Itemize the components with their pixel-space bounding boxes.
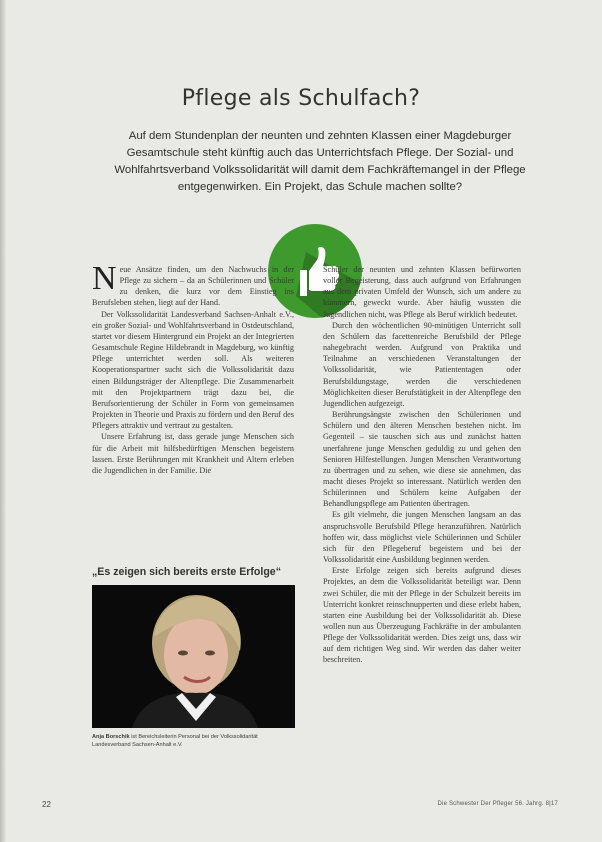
drop-cap: N — [92, 260, 117, 297]
left-paragraph-3: Unsere Erfahrung ist, dass gerade junge Menschen sich für die Arbeit mit hilfsbedürftigen Menschen begeistern lassen. Erste Berührungen mit Krankheit und Altern erleben die Jugendlichen in der Familie. Die — [92, 432, 294, 475]
left-paragraph-2: Der Volkssolidarität Landesverband Sachsen-Anhalt e.V., ein großer Sozial- und Wohlfahrtsverband in Ostdeutschland, startet vor diesem Hintergrund ein Projekt an der Integrierten Gesamtschule Regine Hildebrandt in Magdeburg, wo künftig Pflege unterrichtet werden soll. Als weiteren Kooperationspartner sucht sich die Volkssolidarität dazu einen Bildungsträger der Altenpflege. Die Zusammenarbeit mit den Projektpartnern trägt dazu bei, die Berufsorientierung der Schüler in Form von gemeinsamen Projekten in Theorie und Praxis zu fördern und den Beruf des Pflegers attraktiv und vertraut zu gestalten. — [92, 309, 294, 431]
left-paragraph-1: Neue Ansätze finden, um den Nachwuchs in der Pflege zu sichern – da an Schülerinnen und Schüler zu denken, die kurz vor dem Einstieg ins Berufsleben stehen, liegt auf der Hand. — [92, 260, 294, 308]
left-column — [92, 260, 294, 476]
article-lead: Auf dem Stundenplan der neunten und zehnten Klassen einer Magdeburger Gesamtschule steht künftig auch das Unterrichtsfach Pflege. Der Sozial- und Wohlfahrtsverband Volkssolidarität will damit dem Fachkräftemangel in der Pflege entgegenwirken. Ein Projekt, das Schule machen sollte? — [114, 130, 526, 193]
photo-caption — [92, 734, 295, 749]
right-paragraph-4: Es gilt vielmehr, die jungen Menschen langsam an das anspruchsvolle Berufsbild Pflege heranzuführen. Natürlich hoffen wir, dass möglichst viele Schülerinnen und Schüler sich für den Pflegeberuf begeistern und bei der Volkssolidarität eine Ausbildung beginnen werden. — [323, 510, 521, 565]
right-paragraph-1: Schüler der neunten und zehnten Klassen befürworten voller Begeisterung, dass auch aufgrund von Erfahrungen aus dem privaten Umfeld der Wunsch, sich um andere zu kümmern, geweckt wurde. Aber häufig wussten die Jugendlichen nicht, was Pflege als Beruf wirklich bedeutet. — [323, 265, 521, 319]
right-column — [323, 264, 521, 666]
portrait-photo — [92, 585, 295, 728]
page-number: 22 — [42, 800, 51, 809]
right-paragraph-3: Berührungsängste zwischen den Schülerinnen und Schülern und den älteren Menschen bestehen nicht. Im Gegenteil – sie tauschen sich aus und zunächst hatten unerfahrene junge Menschen geduldig zu und gehen den Senioren Hilfestellungen. Jungen Menschen Verantwortung zu übertragen und zu sehen, wie diese sie annehmen, das macht dieses Projekt so interessant. Natürlich werden den Schülerinnen und Schülern keine Aufgaben der Behandlungspflege am Patienten übertragen. — [323, 410, 521, 509]
right-paragraph-2: Durch den wöchentlichen 90-minütigen Unterricht soll den Schülern das facettenreiche Berufsbild der Pflege nahegebracht werden. Aufgrund von Praktika und Teilnahme an verschiedenen Veranstaltungen der Volkssolidarität, wie Patiententagen oder Berufsbildungstage, werden die verschiedenen Möglichkeiten dieser Berufstätigkeit in der Altenpflege den Jugendlichen aufgezeigt. — [323, 320, 521, 408]
subhead: „Es zeigen sich bereits erste Erfolge“ — [92, 566, 281, 578]
publication-footer: Die Schwester Der Pfleger 56. Jahrg. 8|17 — [437, 801, 558, 807]
page-edge — [0, 0, 6, 842]
caption-text: ist Bereichsleiterin Personal bei der Volkssolidarität Landesverband Sachsen-Anhalt e.V. — [92, 734, 258, 748]
right-paragraph-5: Erste Erfolge zeigen sich bereits aufgrund dieses Projektes, an dem die Volkssolidarität beteiligt war. Denn zwei Schüler, die mit der Pflege in der Schulzeit bereits im Unterricht konkret reinschnupperten und diese erlebt haben, starten eine Ausbildung bei der Volkssolidarität ab. Diese wollen nun aus Überzeugung Fachkräfte in der ambulanten Pflege der Volkssolidarität werden. Dies zeigt uns, dass wir auf dem richtigen Weg sind. Wir werden das daher weiter beschreiten. — [323, 566, 521, 665]
caption-name: Anja Borschik — [92, 734, 130, 740]
article-title: Pflege als Schulfach? — [181, 86, 421, 111]
